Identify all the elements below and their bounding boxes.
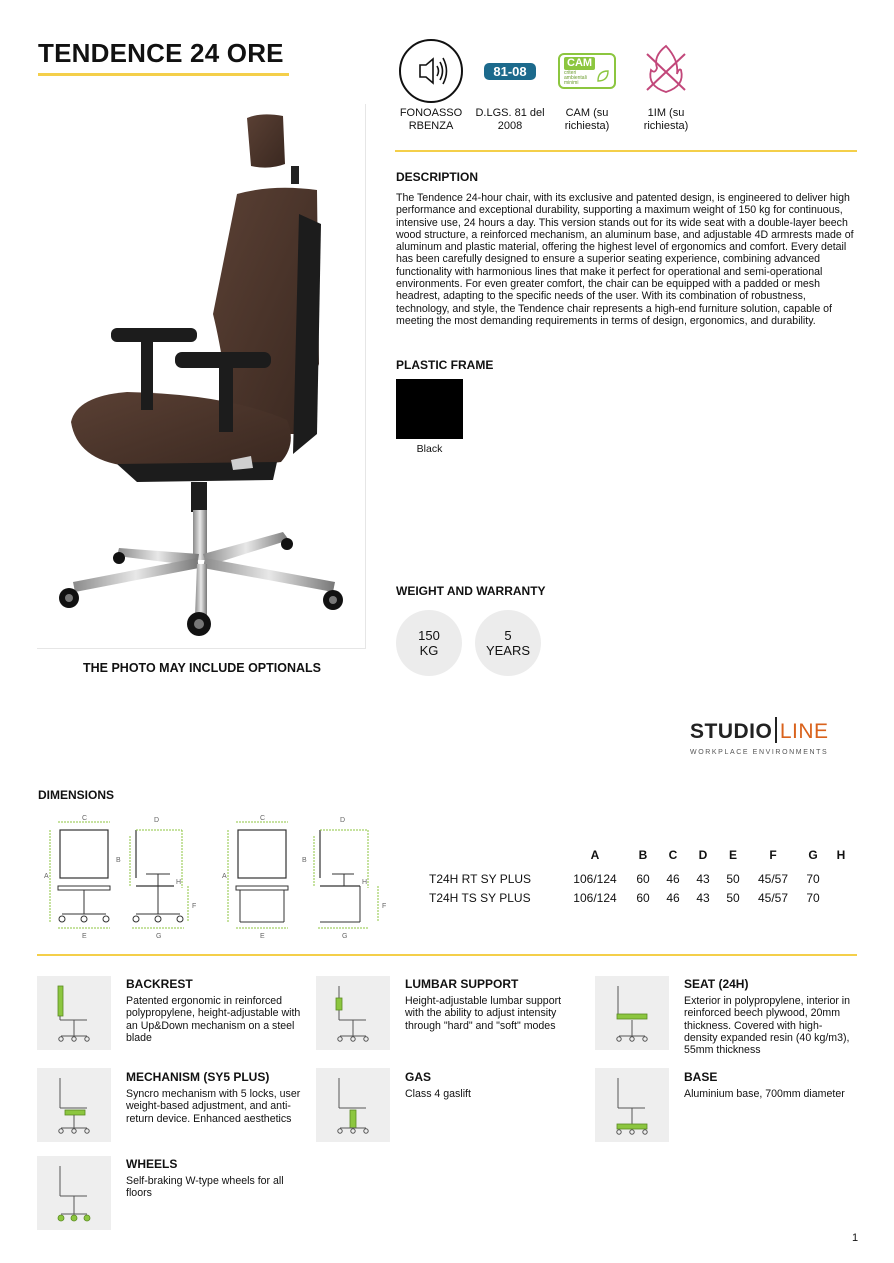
weight-warranty-heading: WEIGHT AND WARRANTY: [396, 584, 546, 598]
mechanism-icon: [37, 1068, 111, 1142]
seat-icon: [595, 976, 669, 1050]
dim-label-b: B: [116, 857, 121, 864]
table-cell: 60: [636, 891, 650, 905]
feature-lumbar-support: [405, 977, 580, 1032]
fire-class-icon: [633, 38, 699, 104]
description-text: The Tendence 24-hour chair, with its exclusive and patented design, is engineered to deliver high performance and exceptional durability, supporting a maximum weight of 150 kg for continuous, intensive use, 24 hours a day. This version stands out for its wide seat with a double-layer beech wood structure, a reinforced mechanism, an aluminum base, and adjustable 4D armrests made of aluminum and plastic material, offering the highest level of ergonomics and comfort. Every detail has been carefully designed to ensure a superior seating experience, combining advanced functionality with harmonious lines that make it perfect for operational and semi-operational environments. For even greater comfort, the chair can be equipped with a padded or mesh headrest, adapting to the specific needs of the user. With its combination of robustness, technology, and style, the Tendence chair represents a high-end furniture solution, capable of meeting the most demanding requirements in terms of design, ergonomics, and durability.: [396, 192, 854, 327]
svg-text:H: H: [362, 879, 368, 886]
feature-title: LUMBAR SUPPORT: [405, 977, 519, 991]
feature-text: Patented ergonomic in reinforced polypropylene, height-adjustable with an Up&Down mechanism on a steel blade: [126, 995, 301, 1044]
table-header-row: [424, 848, 854, 870]
feature-image: [316, 976, 390, 1050]
feature-image: [595, 1068, 669, 1142]
dim-label-c: C: [82, 815, 88, 822]
table-cell: [828, 870, 854, 889]
table-cell: 50: [726, 872, 740, 886]
feature-text: Aluminium base, 700mm diameter: [684, 1088, 845, 1100]
table-header: D: [698, 848, 708, 862]
feature-title: SEAT (24H): [684, 977, 749, 991]
page-number: 1: [852, 1232, 859, 1244]
photo-caption: THE PHOTO MAY INCLUDE OPTIONALS: [83, 661, 321, 675]
logo-brand-right: LINE: [779, 720, 829, 743]
table-cell: 70: [806, 872, 820, 886]
dim-label-h: H: [176, 879, 182, 886]
table-cell: 45/57: [757, 872, 789, 886]
feature-title: MECHANISM (SY5 PLUS): [126, 1070, 270, 1084]
cam-badge-text: CAM: [564, 57, 595, 70]
feature-image: [595, 976, 669, 1050]
svg-text:E: E: [260, 933, 265, 940]
feature-base: [684, 1070, 854, 1100]
svg-text:G: G: [342, 933, 348, 940]
logo-brand-left: STUDIO: [690, 720, 773, 743]
svg-text:C: C: [260, 815, 266, 822]
feature-seat: [684, 977, 854, 1056]
leaf-icon: [596, 69, 610, 83]
table-header: G: [808, 848, 818, 862]
title-underline: [38, 73, 289, 76]
studioline-logo: [690, 717, 829, 756]
warranty-badge: [475, 610, 541, 676]
product-photo: [37, 104, 366, 649]
table-row: [424, 889, 854, 908]
feature-text: Exterior in polypropylene, interior in reinforced beech plywood, 20mm thickness. Covered with high-density expanded resin (40 kg/m3), 55mm thickness: [684, 995, 851, 1057]
feature-text: Self-braking W-type wheels for all floors: [126, 1175, 284, 1200]
feature-wheels: [126, 1157, 301, 1200]
table-header: A: [590, 848, 600, 862]
section-divider: [37, 954, 857, 956]
table-cell: [828, 889, 854, 908]
table-cell: 70: [806, 891, 820, 905]
dim-label-g: G: [156, 933, 162, 940]
feature-title: GAS: [405, 1070, 432, 1084]
svg-text:B: B: [302, 857, 307, 864]
table-cell-model: T24H TS SY PLUS: [429, 891, 531, 905]
feature-mechanism: [126, 1070, 301, 1125]
office-chair-illustration: [37, 104, 365, 648]
warranty-unit: YEARS: [485, 643, 531, 658]
cert-label: CAM (su richiesta): [564, 107, 610, 132]
cert-label: D.LGS. 81 del 2008: [475, 107, 545, 132]
sound-absorbing-icon: [398, 38, 464, 104]
table-cell: 106/124: [573, 872, 617, 886]
section-divider: [395, 150, 857, 152]
dimensions-table: [424, 848, 854, 908]
weight-value: 150: [418, 628, 440, 643]
feature-text: Syncro mechanism with 5 locks, user weight-based adjustment, and anti-return device. Enhanced aesthetics: [126, 1088, 301, 1125]
svg-text:A: A: [222, 873, 227, 880]
cam-badge-icon: [558, 53, 616, 89]
table-cell: 45/57: [757, 891, 789, 905]
dim-label-d: D: [154, 817, 160, 824]
dlgs-badge-icon: [484, 63, 535, 80]
feature-title: BASE: [684, 1070, 718, 1084]
description-heading: DESCRIPTION: [396, 170, 479, 184]
backrest-icon: [37, 976, 111, 1050]
lumbar-support-icon: [316, 976, 390, 1050]
table-header: F: [769, 848, 777, 862]
table-cell: 46: [666, 872, 680, 886]
table-cell: 46: [666, 891, 680, 905]
table-header: H: [836, 848, 846, 862]
cert-sound-absorbing: [395, 38, 467, 133]
feature-text: Class 4 gaslift: [405, 1088, 471, 1100]
table-header: B: [638, 848, 648, 862]
feature-backrest: [126, 977, 301, 1044]
color-swatch-black: [396, 379, 463, 439]
table-cell: 43: [696, 872, 710, 886]
dimensions-heading: DIMENSIONS: [38, 788, 115, 802]
feature-title: WHEELS: [126, 1157, 178, 1171]
table-cell: 60: [636, 872, 650, 886]
weight-badge: [396, 610, 462, 676]
swatch-label: Black: [416, 443, 443, 455]
base-icon: [595, 1068, 669, 1142]
logo-tagline: WORKPLACE ENVIRONMENTS: [690, 749, 829, 756]
dim-label-a: A: [44, 873, 49, 880]
feature-image: [316, 1068, 390, 1142]
gas-lift-icon: [316, 1068, 390, 1142]
dim-label-e: E: [82, 933, 87, 940]
cert-cam: [551, 38, 623, 133]
feature-image: [37, 1156, 111, 1230]
feature-gas: [405, 1070, 580, 1100]
weight-unit: KG: [419, 643, 439, 658]
feature-image: [37, 1068, 111, 1142]
table-cell: 50: [726, 891, 740, 905]
cert-dlgs: [474, 38, 546, 133]
table-header-model: [424, 848, 562, 870]
svg-text:D: D: [340, 817, 346, 824]
dim-label-f: F: [192, 903, 197, 910]
table-header: C: [668, 848, 678, 862]
wheels-icon: [37, 1156, 111, 1230]
svg-text:F: F: [382, 903, 387, 910]
plastic-frame-heading: PLASTIC FRAME: [396, 358, 494, 372]
table-cell-model: T24H RT SY PLUS: [429, 872, 532, 886]
dimension-diagrams: [38, 812, 390, 944]
table-header: E: [728, 848, 737, 862]
warranty-value: 5: [504, 628, 512, 643]
cert-fire-class: [630, 38, 702, 133]
cert-label: 1IM (su richiesta): [643, 107, 689, 132]
feature-text: Height-adjustable lumbar support with the ability to adjust intensity through "hard" and "soft" modes: [405, 995, 562, 1032]
cam-badge-subtext: criteri ambientali minimi: [564, 70, 587, 86]
table-row: [424, 870, 854, 889]
feature-image: [37, 976, 111, 1050]
feature-title: BACKREST: [126, 977, 193, 991]
table-cell: 43: [696, 891, 710, 905]
page-title: TENDENCE 24 ORE: [38, 38, 284, 68]
table-cell: 106/124: [573, 891, 617, 905]
dlgs-badge-text: 81-08: [493, 63, 527, 79]
cert-label: FONOASSO RBENZA: [399, 107, 463, 132]
